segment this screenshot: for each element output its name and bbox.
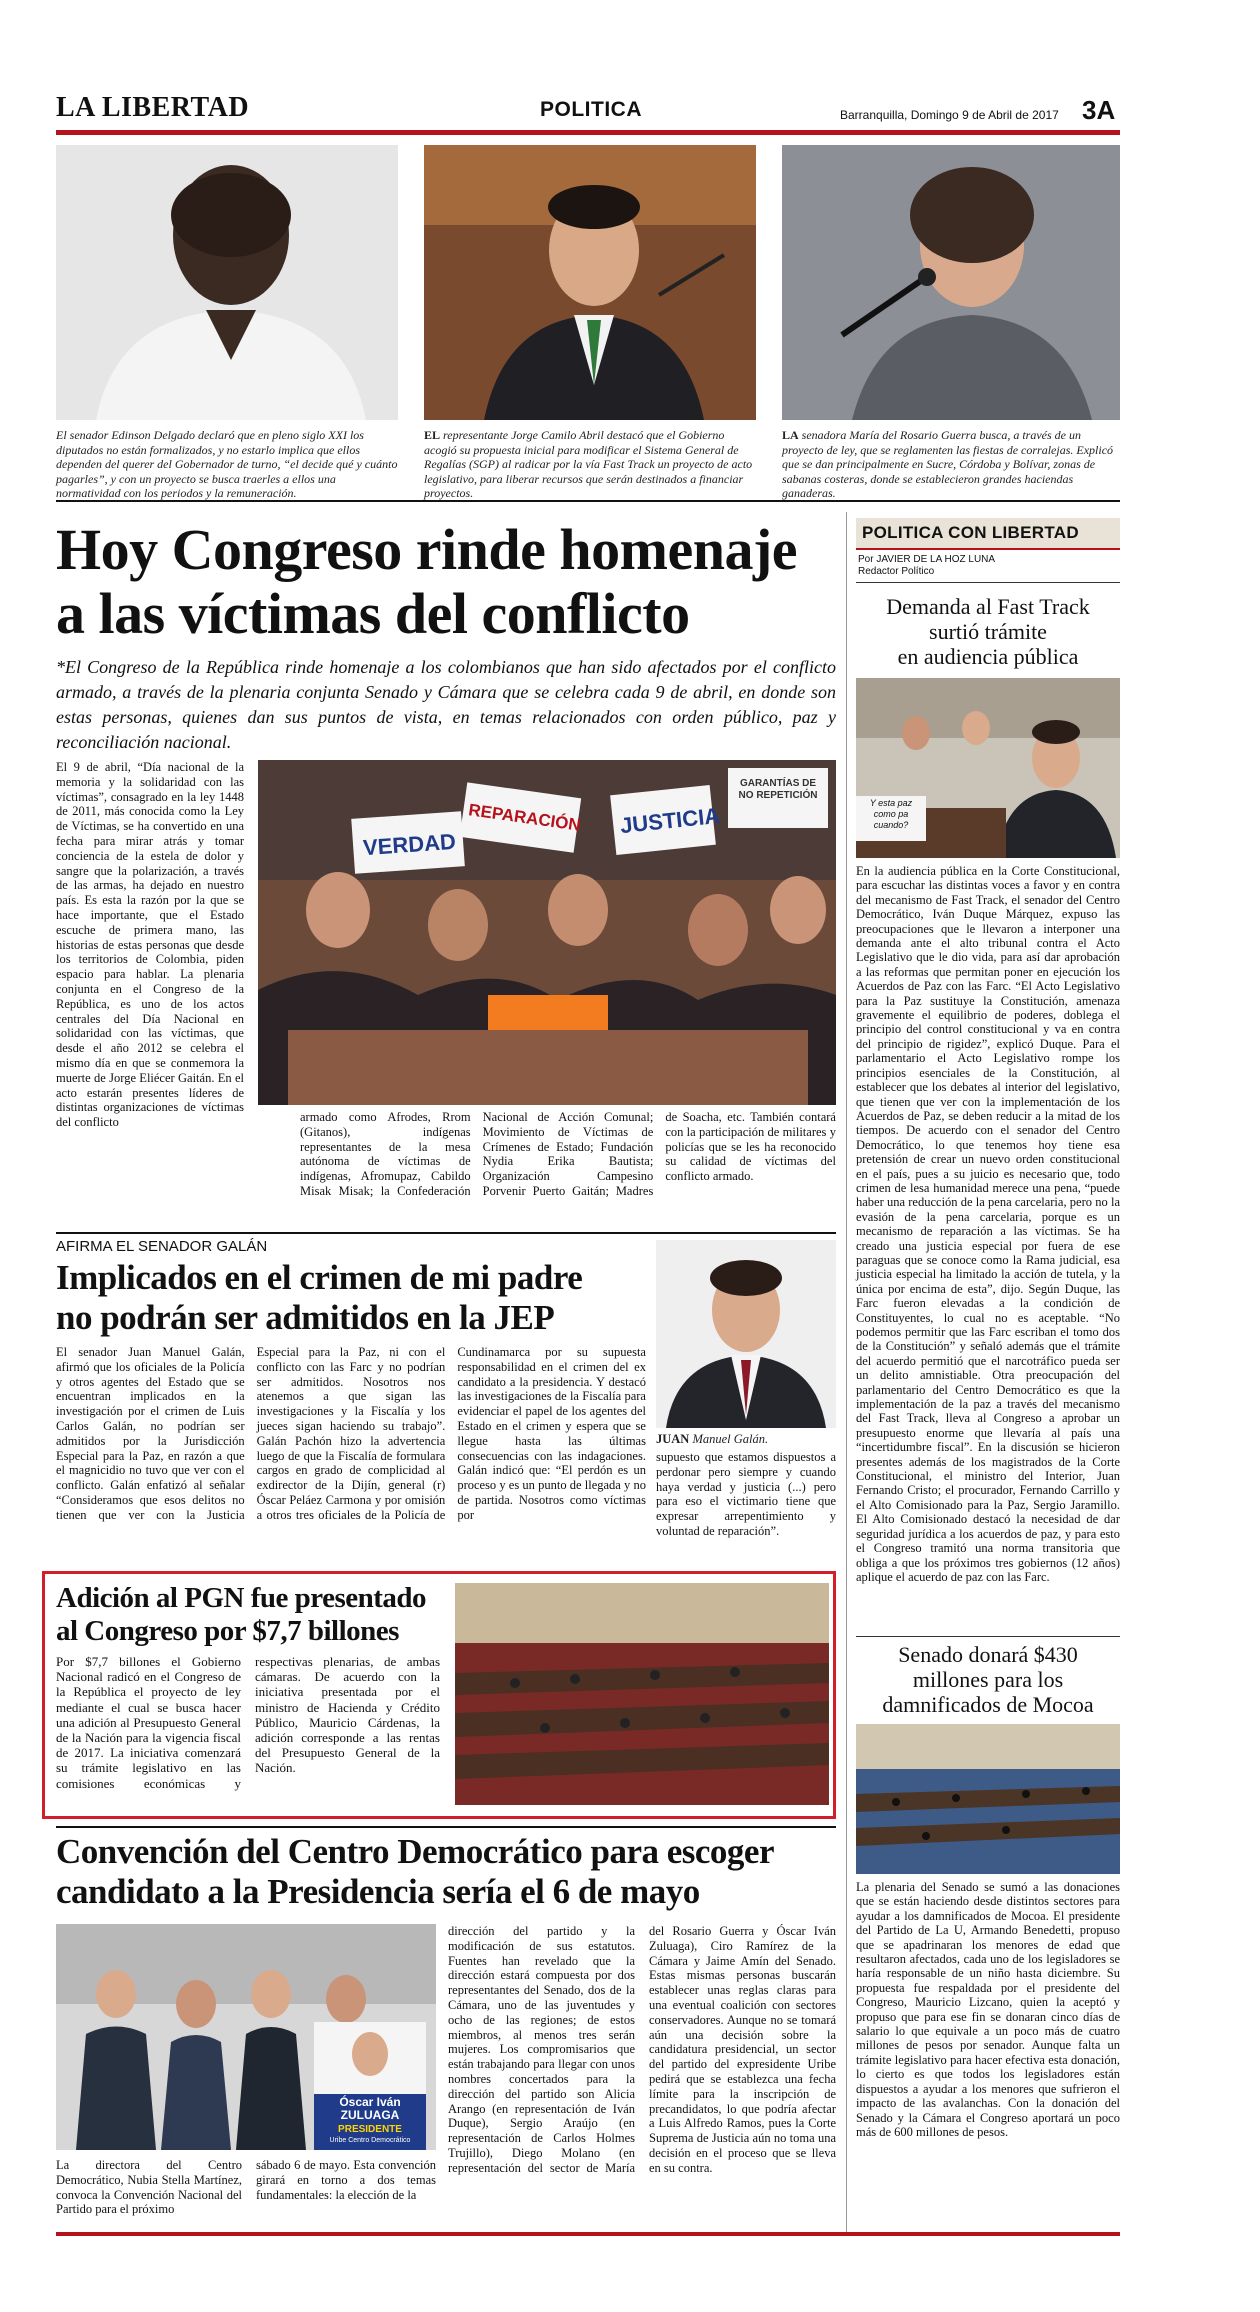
photo-centro-democratico-event: [56, 1924, 436, 2150]
main-headline-line2: a las víctimas del conflicto: [56, 581, 690, 646]
cd-headline-line2: candidato a la Presidencia sería el 6 de mayo: [56, 1872, 700, 1911]
main-article-rule: [56, 1232, 836, 1234]
sidebar-story1-text: En la audiencia pública en la Corte Constitucional, para escuchar las distintas voces a favor y en contra del mecanismo de Fast Track, el senador del Centro Democrático, Iván Duque Márquez, expuso las preocupaciones que le llevaron a interponer una demanda ante el alto tribunal contra el Acto Legislativo que le dio vida, para así dar aprobación a las reformas que permitan poner en ejecución los Acuerdos de Paz con las Farc. “El Acto Legislativo para la Paz sustituye la Constitución, amenaza gravemente el equilibrio de poderes, doblega el principio del control constitucional y va en contra del principio de rigidez”, explicó Duque. Para el parlamentario el Acto Legislativo rompe los principios esenciales de la Constitución, al establecer que los debates al interior del legislativo, que tienen que ver con la implementación de los Acuerdos de Paz, se deben reducir a la mitad de los tiempos. De acuerdo con el senador del Centro Democrático, lo que tenemos hoy tiene esa pretensión de crear un nuevo orden constitucional en el país, pues a su juicio es necesario que, todo crimen de lesa humanidad merece una pena, “puede haber una reducción de la pena carcelaria, pero no la evasión de la pena carcelaria, porque es un mecanismo de reparación a las víctimas. Se ha creado una justicia especial por fuera de ese paraguas que se conoce como la Rama judicial, esa justicia especial ha limitado la acción de tutela, y la única por encima de esta”, dijo. Según Duque, las Farc fueron elevadas a la condición de Constituyentes, lo cual no es aceptable. “No podemos permitir que las Farc escriban el tomo dos de la Constitución” y señaló además que el trámite del acuerdo permitió que el narcotráfico pueda ser un delito amnistiable. Otra preocupación del parlamentario del Centro Democrático es que la implementación de la paz a través del mecanismo del Fast Track, lleva al Congreso a aprobar un presupuesto enorme que llevaría al país una “incertidumbre fiscal”. En la discusión se hicieron presentes además de los magistrados de la Corte Constitucional, el ministro del Interior, Juan Fernando Cristo; el procurador, Fernando Carrillo y el Alto Comisionado para la Paz, Sergio Jaramillo. El Alto Comisionado destacó la necesidad de dar seguridad jurídica a los acuerdos de paz, y para esto el Congreso tramitó una norma transitoria que obliga a que los próximos tres gobiernos (12 años) aplique el acuerdo de paz con las Farc.: [856, 864, 1120, 1584]
page-number: 3A: [1082, 95, 1116, 125]
footer-rule: [56, 2232, 1120, 2236]
sidebar-divider: [846, 512, 847, 2232]
sign-garantias: GARANTÍAS DE NO REPETICIÓN: [738, 778, 818, 801]
pgn-bottom-rule: [56, 1826, 836, 1828]
galan-columns: El senador Juan Manuel Galán, afirmó que los oficiales de la Policía y otros agentes del Estado que se encuentran implicados en la investigación por el crimen de Luis Carlos Galán, no podrían ser admitidos por la Jurisdicción Especial para la Paz, en razón a que el magnicidio no tuvo que ver con el conflicto. Galán enfatizó al señalar “Consideramos que esos delitos no tienen que ver con la Justicia Especial para la Paz, ni con el conflicto con las Farc y no podrían ser admitidos. Nosotros nos atenemos a que sigan las investigaciones y la Fiscalía y los jueces sigan haciendo su trabajo”. Galán Pachón hizo la advertencia luego de que la Fiscalía de formulara cargos en grado de complicidad al exdirector de la Dijín, general (r) Óscar Peláez Carmona y por omisión a otros tres oficiales de la Policía de Cundinamarca por su supuesta responsabilidad en el crimen del ex candidato a la presidencia. Y destacó las investigaciones de la Fiscalía para evidenciar el papel de los agentes del Estado en el crimen y espera que se llegue hasta las últimas consecuencias con las indagaciones. Galán indicó que: “El perdón es un proceso y es un punto de llegada y no de partida. Nosotros como víctimas por: [56, 1345, 646, 1522]
sidebar-sub-rule: [856, 582, 1120, 583]
pgn-headline-line2: al Congreso por $7,7 billones: [56, 1615, 399, 1647]
main-left-column: El 9 de abril, “Día nacional de la memoria y la solidaridad con las víctimas”, consagrado en la ley 1448 de 2011, más conocida como la Ley de Víctimas, se ha convertido en una fecha para mirar atrás y tomar conciencia de la estela de dolor y sangre que la polarización, a través de las armas, ha dejado en nuestro país. Es esta la razón por la que se hace importante, que el Estado escuche de primera mano, las historias de estas personas que desde los territorios de Colombia, piden espacio para hablar. La plenaria conjunta en el Congreso de la República, es uno de los actos centrales del Día Nacional en solidaridad con las víctimas, que desde el año 2012 se celebra el mismo día en que se conmemora la muerte de Jorge Eliécer Gaitán. En el acto estarán presentes líderes de distintas organizaciones de víctimas del conflicto: [56, 760, 244, 1130]
top-section-rule: [56, 500, 1120, 502]
paper-name: LA LIBERTAD: [56, 92, 250, 123]
photo-congress-chamber: [455, 1583, 829, 1805]
main-headline-line1: Hoy Congreso rinde homenaje: [56, 517, 798, 582]
sidebar-story1-headline-line2: surtió trámite: [929, 619, 1047, 644]
sidebar-story1-headline-line1: Demanda al Fast Track: [886, 594, 1090, 619]
cd-under-photo-column: sábado 6 de mayo. Esta convención girará en torno a dos temas fundamentales: la elección de la: [256, 2158, 436, 2202]
sidebar-story1-headline-line3: en audiencia pública: [897, 644, 1079, 669]
sidebar-header: [856, 518, 1120, 550]
section-name: POLITICA: [540, 98, 642, 121]
cd-columns: dirección del partido y la modificación de sus estatutos. Fuentes han revelado que la dirección estará compuesta por dos representantes del Senado, dos de la Cámara, uno de las juventudes y ocho de las regiones; de estos miembros, al menos tres serán mujeres. Los compromisarios que están trabajando para llegar con unos nombres concertados para la dirección del partido son Alicia Arango (en representación de Iván Duque), Sergio Araújo (en representación de Carlos Holmes Trujillo), Diego Molano (en representación del sector de María del Rosario Guerra y Óscar Iván Zuluaga), Ciro Ramírez de la Cámara y Jaime Amín del Senado. Estas mismas personas buscarán establecer unas reglas claras para una eventual coalición con sectores conservadores. Aunque no se tomará aún una decisión sobre la candidatura presidencial, un sector del partido del expresidente Uribe pedirá que se establezca una fecha límite para la inscripción de precandidatos, lo que podría afectar a Luis Alfredo Ramos, pues la Corte Suprema de Justicia aún no toma una decisión en el proceso que se lleva en su contra.: [448, 1924, 836, 2175]
main-headline: [56, 518, 846, 646]
cd-headline: [56, 1832, 846, 1912]
issue-date: Barranquilla, Domingo 9 de Abril de 2017: [840, 108, 1059, 122]
sidebar-mid-rule: [856, 1636, 1120, 1637]
pgn-headline: [56, 1582, 456, 1648]
photo-victims-plenary: [258, 760, 836, 1105]
caption-lead: LA: [782, 428, 799, 442]
photo-senate-plenary: [856, 1724, 1120, 1874]
sidebar-byline: Por JAVIER DE LA HOZ LUNA: [858, 554, 996, 565]
photo-juan-manuel-galan: [656, 1240, 836, 1428]
sidebar-story2-text: La plenaria del Senado se sumó a las donaciones que se están haciendo desde distintos sectores para ayudar a los damnificados de Mocoa. El presidente del Partido de La U, Armando Benedetti, propuso que se apadrinaran los menores de edad que resultaron afectados, cada uno de los legisladores se haría responsable de un niño hasta diciembre. Su propuesta fue respaldada por el presidente del Congreso, Mauricio Lizcano, quien la aceptó y propuso que para ese fin se donaran cinco días de salario lo que equivale a un poco más de cuatro millones de pesos por senador. Aunque falta un trámite legislativo para hacer efectiva esta donación, lo cierto es que todos los legisladores están dispuestos a ayudar a los menores que sufrieron el impacto de las avalanchas. Con la donación del Senado y la Cámara el Congreso aportará un poco más de 600 millones de pesos.: [856, 1880, 1120, 2139]
masthead-rule: [56, 130, 1120, 135]
photo-fast-track-audience: [856, 678, 1120, 858]
sign-reparacion: REPARACIÓN: [467, 800, 582, 835]
main-lead: *El Congreso de la República rinde homenaje a los colombianos que han sido afectados por el conflicto armado, a través de la plenaria conjunta Senado y Cámara que se celebra cada 9 de abril, en donde son estas personas, quienes dan sus puntos de vista, en temas relacionados con orden público, paz y reconciliación nacional.: [56, 657, 836, 752]
photo-maria-del-rosario-guerra: [782, 145, 1120, 420]
galan-right-column: supuesto que estamos dispuestos a perdonar pero siempre y cuando haya verdad y justicia (...) pero para eso el victimario tiene que expresar arrepentimiento y voluntad de reparación”.: [656, 1450, 836, 1538]
cd-photo-caption: La directora del Centro Democrático, Nubia Stella Martínez, convoca la Convención Nacional del Partido para el próximo: [56, 2158, 242, 2217]
caption-lead: JUAN: [656, 1432, 690, 1446]
photo-jorge-camilo-abril: [424, 145, 756, 420]
caption-text: senadora María del Rosario Guerra busca, a través de un proyecto de ley, que se reglamenten las fiestas de corralejas. Explicó que se dan principalmente en Sucre, Córdoba y Bolívar, zonas de sabanas costeras, donde se establecieron grandes haciendas ganaderas.: [782, 428, 1114, 500]
sidebar-story2-headline: [856, 1642, 1120, 1717]
photo-edinson-delgado: [56, 145, 398, 420]
caption-text: Manuel Galán.: [689, 1432, 769, 1446]
galan-kicker: AFIRMA EL SENADOR GALÁN: [56, 1238, 268, 1255]
sidebar-story2-headline-line2: millones para los: [912, 1667, 1064, 1692]
sidebar-title: POLITICA CON LIBERTAD: [862, 523, 1079, 542]
caption-maria-del-rosario-guerra: [782, 428, 1120, 501]
galan-headline-line2: no podrán ser admitidos en la JEP: [56, 1298, 555, 1337]
sign-justicia: JUSTICIA: [618, 802, 722, 839]
sidebar-story2-headline-line1: Senado donará $430: [898, 1642, 1078, 1667]
caption-edinson-delgado: El senador Edinson Delgado declaró que en pleno siglo XXI los diputados no están formalizados, y no estarlo implica que ellos dependen del querer del Gobernador de turno, “el decide qué y cuánto pagarles”, y con un proyecto se busca traerles a ellos una normatividad con los periodos y la remuneración.: [56, 428, 398, 500]
pgn-columns: Por $7,7 billones el Gobierno Nacional radicó en el Congreso de la República el proyecto de ley mediante el cual se busca hacer una adición al Presupuesto General de la Nación para la vigencia fiscal de 2017. La iniciativa comenzará su trámite legislativo en las comisiones económicas y respectivas plenarias, de ambas cámaras. De acuerdo con la iniciativa presentada por el ministro de Hacienda y Crédito Público, Mauricio Cárdenas, la adición corresponde a las rentas del Presupuesto General de la Nación.: [56, 1654, 440, 1791]
galan-headline: [56, 1258, 656, 1338]
poster-role: PRESIDENTE: [338, 2124, 402, 2135]
sidebar-story2-headline-line3: damnificados de Mocoa: [882, 1692, 1094, 1717]
galan-headline-line1: Implicados en el crimen de mi padre: [56, 1258, 583, 1297]
caption-text: representante Jorge Camilo Abril destacó que el Gobierno acogió su propuesta inicial para modificar el Sistema General de Regalías (SGP) al radicar por la vía Fast Track un proyecto de acto legislativo, para liberar recursos que serán destinados a financiar proyectos.: [424, 428, 753, 500]
sign-paz: Y esta paz como pa cuando?: [869, 798, 913, 830]
caption-lead: EL: [424, 428, 441, 442]
caption-jorge-camilo-abril: [424, 428, 756, 501]
poster-party: Uribe Centro Democrático: [329, 2137, 411, 2144]
main-bottom-columns: armado como Afrodes, Rrom (Gitanos), indígenas representantes de la mesa autónoma de víctimas de indígenas, Afromupaz, Cabildo Misak Misak; la Confederación Nacional de Acción Comunal; Movimiento de Víctimas de Crímenes de Estado; Fundación Nydia Erika Bautista; Organización Campesino Porvenir Puerto Gaitán; Madres de Soacha, etc. También contará con la participación de militares y policías que se les ha reconocido su calidad de víctimas del conflicto armado.: [300, 1110, 836, 1198]
cd-headline-line1: Convención del Centro Democrático para escoger: [56, 1832, 774, 1871]
sign-verdad: VERDAD: [362, 828, 457, 861]
poster-name: Óscar Iván ZULUAGA: [339, 2095, 401, 2122]
sidebar-role: Redactor Político: [858, 566, 935, 577]
pgn-headline-line1: Adición al PGN fue presentado: [56, 1582, 427, 1614]
caption-juan-manuel-galan: [656, 1432, 836, 1447]
sidebar-story1-headline: [856, 594, 1120, 669]
